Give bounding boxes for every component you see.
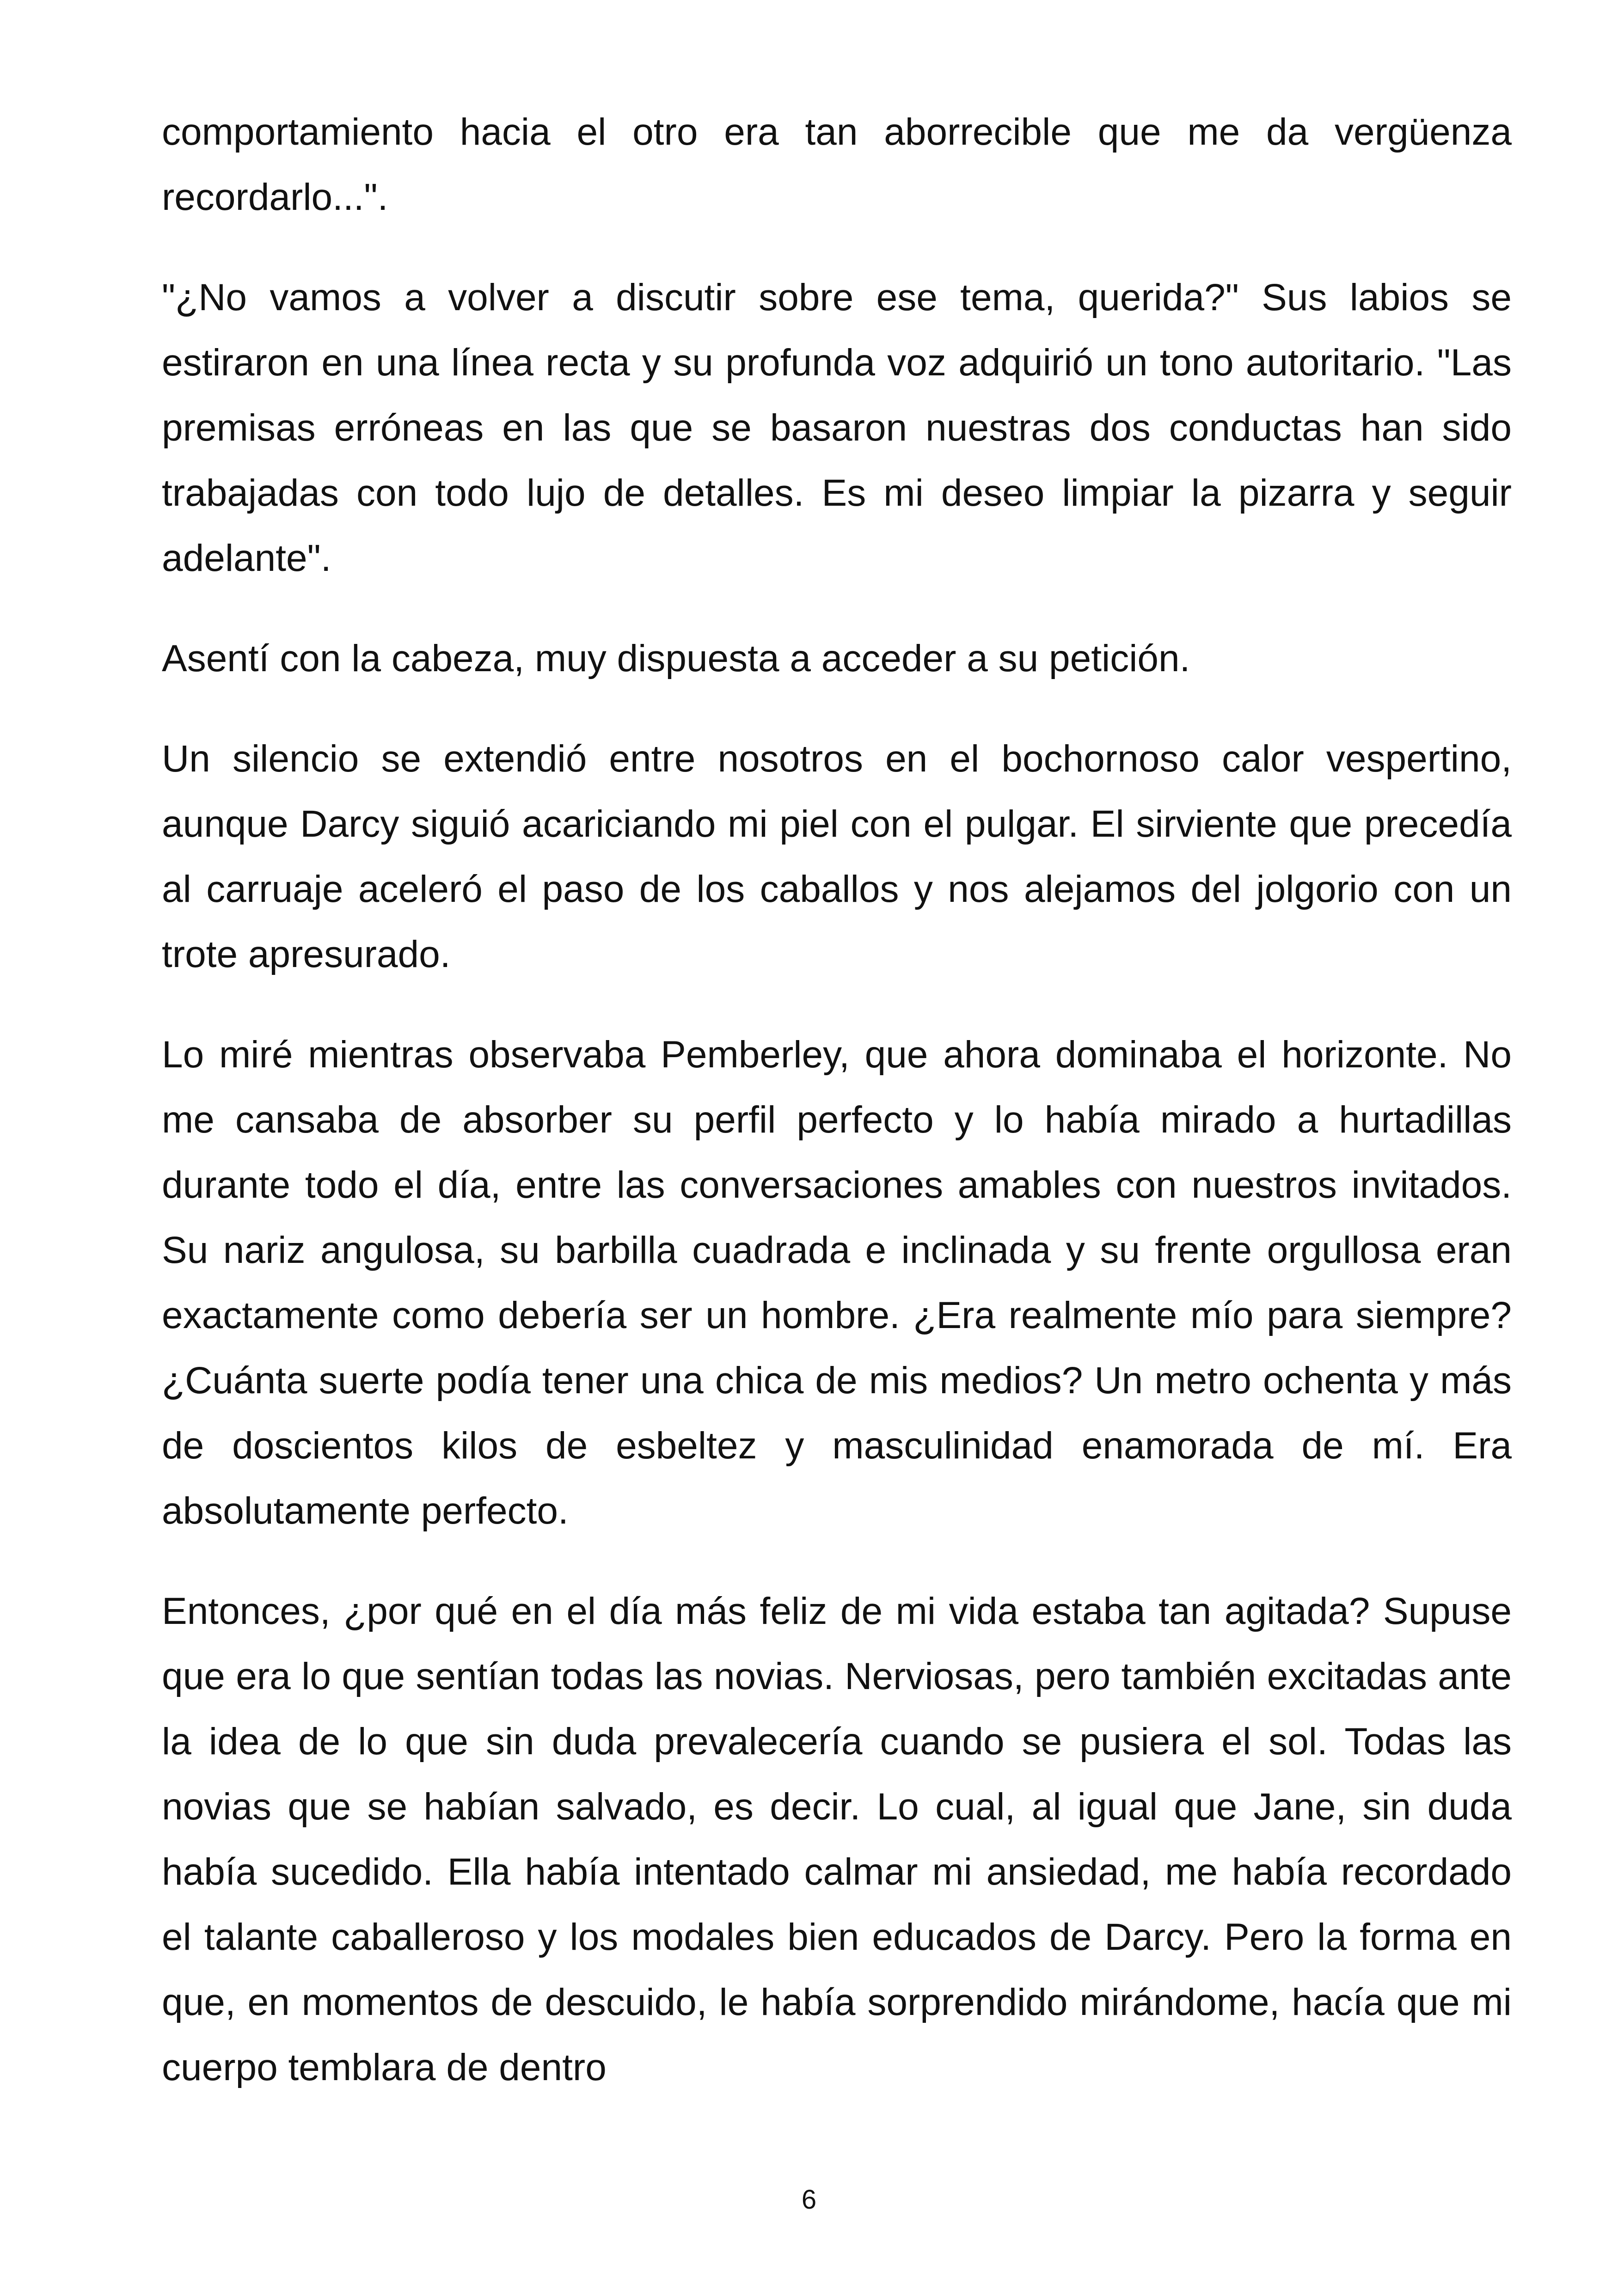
paragraph-3: Asentí con la cabeza, muy dispuesta a acceder a su petición. xyxy=(162,637,1190,680)
paragraph-6: Entonces, ¿por qué en el día más feliz de mi vida estaba tan agitada? Supuse que era lo que sentían todas las novias. Nerviosas, pero también excitadas ante la idea de lo que sin duda prevalecería cuando se pusiera el sol. Todas las novias que se habían salvado, es decir. Lo cual, al igual que Jane, sin duda había sucedido. Ella había intentado calmar mi ansiedad, me había recordado el talante caballeroso y los modales bien educados de Darcy. Pero la forma en que, en momentos de descuido, le había sorprendido mirándome, hacía que mi cuerpo temblara de dentro xyxy=(162,1590,1512,2088)
paragraph-5: Lo miré mientras observaba Pemberley, que ahora dominaba el horizonte. No me cansaba de absorber su perfil perfecto y lo había mirado a hurtadillas durante todo el día, entre las conversaciones amables con nuestros invitados. Su nariz angulosa, su barbilla cuadrada e inclinada y su frente orgullosa eran exactamente como debería ser un hombre. ¿Era realmente mío para siempre? ¿Cuánta suerte podía tener una chica de mis medios? Un metro ochenta y más de doscientos kilos de esbeltez y masculinidad enamorada de mí. Era absolutamente perfecto. xyxy=(162,1034,1512,1532)
paragraph-4: Un silencio se extendió entre nosotros en el bochornoso calor vespertino, aunque Darcy siguió acariciando mi piel con el pulgar. El sirviente que precedía al carruaje aceleró el paso de los caballos y nos alejamos del jolgorio con un trote apresurado. xyxy=(162,738,1512,975)
page-number: 6 xyxy=(801,2185,817,2215)
page-body xyxy=(162,99,1512,2135)
paragraph-1: comportamiento hacia el otro era tan aborrecible que me da vergüenza recordarlo...". xyxy=(162,111,1512,218)
paragraph-2: "¿No vamos a volver a discutir sobre ese tema, querida?" Sus labios se estiraron en una línea recta y su profunda voz adquirió un tono autoritario. "Las premisas erróneas en las que se basaron nuestras dos conductas han sido trabajadas con todo lujo de detalles. Es mi deseo limpiar la pizarra y seguir adelante". xyxy=(162,276,1512,579)
